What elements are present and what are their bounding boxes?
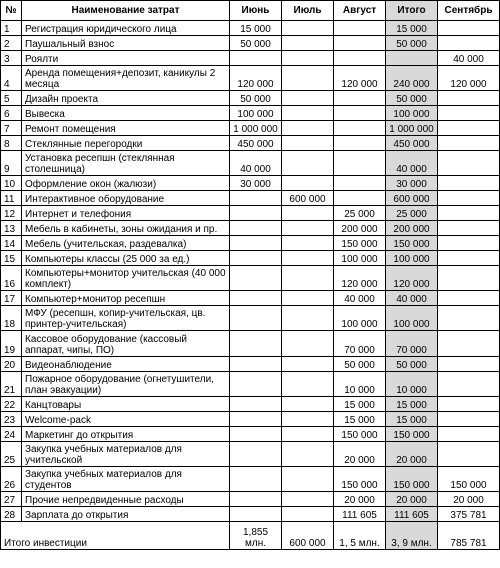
row-september bbox=[438, 266, 500, 291]
row-number: 6 bbox=[1, 106, 22, 121]
row-july bbox=[282, 331, 334, 357]
table-row bbox=[1, 66, 500, 91]
table-row bbox=[1, 121, 500, 136]
row-june bbox=[230, 221, 282, 236]
table-row bbox=[1, 191, 500, 206]
row-august: 100 000 bbox=[334, 306, 386, 331]
row-name: Зарплата до открытия bbox=[22, 507, 230, 522]
row-june bbox=[230, 291, 282, 306]
table-row bbox=[1, 236, 500, 251]
row-total: 150 000 bbox=[386, 427, 438, 442]
row-august: 200 000 bbox=[334, 221, 386, 236]
row-name: МФУ (ресепшн, копир-учительская, цв. принтер-учительская) bbox=[22, 306, 230, 331]
row-august: 70 000 bbox=[334, 331, 386, 357]
row-june bbox=[230, 251, 282, 266]
table-row bbox=[1, 51, 500, 66]
row-august: 25 000 bbox=[334, 206, 386, 221]
table-row bbox=[1, 36, 500, 51]
row-september: 120 000 bbox=[438, 66, 500, 91]
row-number: 13 bbox=[1, 221, 22, 236]
row-july bbox=[282, 427, 334, 442]
table-row bbox=[1, 397, 500, 412]
row-july bbox=[282, 442, 334, 467]
row-september bbox=[438, 251, 500, 266]
row-name: Канцтовары bbox=[22, 397, 230, 412]
row-total: 15 000 bbox=[386, 21, 438, 36]
row-name: Роялти bbox=[22, 51, 230, 66]
row-june bbox=[230, 357, 282, 372]
row-september: 20 000 bbox=[438, 492, 500, 507]
row-number: 22 bbox=[1, 397, 22, 412]
row-august: 100 000 bbox=[334, 251, 386, 266]
col-header-name: Наименование затрат bbox=[22, 1, 230, 21]
row-july bbox=[282, 306, 334, 331]
row-june bbox=[230, 191, 282, 206]
row-june bbox=[230, 266, 282, 291]
table-row bbox=[1, 221, 500, 236]
row-total: 40 000 bbox=[386, 151, 438, 176]
row-august: 15 000 bbox=[334, 412, 386, 427]
total-total: 3, 9 млн. bbox=[386, 522, 438, 550]
row-number: 15 bbox=[1, 251, 22, 266]
row-total: 70 000 bbox=[386, 331, 438, 357]
row-name: Welcome-pack bbox=[22, 412, 230, 427]
row-number: 20 bbox=[1, 357, 22, 372]
row-june: 450 000 bbox=[230, 136, 282, 151]
row-september bbox=[438, 372, 500, 397]
row-name: Мебель в кабинеты, зоны ожидания и пр. bbox=[22, 221, 230, 236]
row-july bbox=[282, 507, 334, 522]
row-july bbox=[282, 66, 334, 91]
row-july bbox=[282, 492, 334, 507]
row-number: 23 bbox=[1, 412, 22, 427]
row-july bbox=[282, 397, 334, 412]
row-total: 10 000 bbox=[386, 372, 438, 397]
row-number: 16 bbox=[1, 266, 22, 291]
row-june: 40 000 bbox=[230, 151, 282, 176]
row-july bbox=[282, 221, 334, 236]
row-september bbox=[438, 442, 500, 467]
row-june: 120 000 bbox=[230, 66, 282, 91]
row-august: 20 000 bbox=[334, 492, 386, 507]
row-total: 50 000 bbox=[386, 91, 438, 106]
row-july bbox=[282, 412, 334, 427]
row-name: Компьютеры+монитор учительская (40 000 комплект) bbox=[22, 266, 230, 291]
table-row bbox=[1, 251, 500, 266]
col-header-september: Сентябрь bbox=[438, 1, 500, 21]
row-number: 4 bbox=[1, 66, 22, 91]
row-august: 150 000 bbox=[334, 467, 386, 492]
row-august: 20 000 bbox=[334, 442, 386, 467]
row-september bbox=[438, 36, 500, 51]
row-total: 150 000 bbox=[386, 467, 438, 492]
col-header-total: Итого bbox=[386, 1, 438, 21]
row-name: Видеонаблюдение bbox=[22, 357, 230, 372]
row-number: 5 bbox=[1, 91, 22, 106]
row-name: Мебель (учительская, раздевалка) bbox=[22, 236, 230, 251]
row-june bbox=[230, 492, 282, 507]
row-august: 50 000 bbox=[334, 357, 386, 372]
row-july bbox=[282, 121, 334, 136]
row-july bbox=[282, 91, 334, 106]
row-total: 1 000 000 bbox=[386, 121, 438, 136]
row-july bbox=[282, 372, 334, 397]
row-september bbox=[438, 206, 500, 221]
row-september bbox=[438, 91, 500, 106]
total-august: 1, 5 млн. bbox=[334, 522, 386, 550]
row-july bbox=[282, 206, 334, 221]
row-name: Оформление окон (жалюзи) bbox=[22, 176, 230, 191]
table-row bbox=[1, 412, 500, 427]
row-june: 30 000 bbox=[230, 176, 282, 191]
total-label: Итого инвестиции bbox=[1, 522, 230, 550]
row-number: 2 bbox=[1, 36, 22, 51]
row-total: 450 000 bbox=[386, 136, 438, 151]
row-june bbox=[230, 372, 282, 397]
row-august bbox=[334, 151, 386, 176]
row-july bbox=[282, 236, 334, 251]
row-total: 20 000 bbox=[386, 442, 438, 467]
table-row bbox=[1, 357, 500, 372]
row-august: 40 000 bbox=[334, 291, 386, 306]
row-number: 3 bbox=[1, 51, 22, 66]
row-july bbox=[282, 36, 334, 51]
row-name: Паушальный взнос bbox=[22, 36, 230, 51]
row-september: 375 781 bbox=[438, 507, 500, 522]
row-august bbox=[334, 121, 386, 136]
row-total: 111 605 bbox=[386, 507, 438, 522]
row-number: 11 bbox=[1, 191, 22, 206]
row-total: 600 000 bbox=[386, 191, 438, 206]
col-header-august: Август bbox=[334, 1, 386, 21]
row-name: Интерактивное оборудование bbox=[22, 191, 230, 206]
row-name: Закупка учебных материалов для учительской bbox=[22, 442, 230, 467]
row-name: Кассовое оборудование (кассовый аппарат, чипы, ПО) bbox=[22, 331, 230, 357]
row-august bbox=[334, 191, 386, 206]
row-total: 150 000 bbox=[386, 236, 438, 251]
row-september bbox=[438, 291, 500, 306]
row-august: 10 000 bbox=[334, 372, 386, 397]
row-name: Интернет и телефония bbox=[22, 206, 230, 221]
row-august: 120 000 bbox=[334, 66, 386, 91]
row-number: 26 bbox=[1, 467, 22, 492]
row-total: 50 000 bbox=[386, 36, 438, 51]
row-number: 18 bbox=[1, 306, 22, 331]
row-july bbox=[282, 291, 334, 306]
row-total: 50 000 bbox=[386, 357, 438, 372]
row-total: 120 000 bbox=[386, 266, 438, 291]
row-june bbox=[230, 467, 282, 492]
row-september bbox=[438, 427, 500, 442]
row-name: Регистрация юридического лица bbox=[22, 21, 230, 36]
row-june bbox=[230, 51, 282, 66]
table-row bbox=[1, 492, 500, 507]
row-number: 10 bbox=[1, 176, 22, 191]
row-number: 1 bbox=[1, 21, 22, 36]
row-name: Компьютеры классы (25 000 за ед.) bbox=[22, 251, 230, 266]
row-name: Пожарное оборудование (огнетушители, план эвакуации) bbox=[22, 372, 230, 397]
table-row bbox=[1, 291, 500, 306]
row-name: Аренда помещения+депозит, каникулы 2 месяца bbox=[22, 66, 230, 91]
row-august bbox=[334, 106, 386, 121]
row-august bbox=[334, 21, 386, 36]
row-number: 28 bbox=[1, 507, 22, 522]
row-july bbox=[282, 266, 334, 291]
row-august bbox=[334, 91, 386, 106]
row-total: 15 000 bbox=[386, 412, 438, 427]
row-august: 111 605 bbox=[334, 507, 386, 522]
row-september bbox=[438, 357, 500, 372]
row-september bbox=[438, 136, 500, 151]
row-number: 17 bbox=[1, 291, 22, 306]
row-name: Ремонт помещения bbox=[22, 121, 230, 136]
row-july bbox=[282, 51, 334, 66]
row-august: 15 000 bbox=[334, 397, 386, 412]
total-july: 600 000 bbox=[282, 522, 334, 550]
row-june bbox=[230, 427, 282, 442]
total-row bbox=[1, 522, 500, 550]
row-june bbox=[230, 206, 282, 221]
table-row bbox=[1, 467, 500, 492]
col-header-july: Июль bbox=[282, 1, 334, 21]
row-september bbox=[438, 106, 500, 121]
row-august: 150 000 bbox=[334, 427, 386, 442]
row-june: 50 000 bbox=[230, 91, 282, 106]
row-august bbox=[334, 136, 386, 151]
col-header-june: Июнь bbox=[230, 1, 282, 21]
row-september: 150 000 bbox=[438, 467, 500, 492]
row-number: 25 bbox=[1, 442, 22, 467]
row-july bbox=[282, 176, 334, 191]
row-total: 20 000 bbox=[386, 492, 438, 507]
row-september bbox=[438, 151, 500, 176]
table-row bbox=[1, 206, 500, 221]
row-name: Дизайн проекта bbox=[22, 91, 230, 106]
row-june: 50 000 bbox=[230, 36, 282, 51]
row-june: 15 000 bbox=[230, 21, 282, 36]
row-august: 150 000 bbox=[334, 236, 386, 251]
row-july bbox=[282, 106, 334, 121]
row-total: 100 000 bbox=[386, 306, 438, 331]
row-total bbox=[386, 51, 438, 66]
row-total: 40 000 bbox=[386, 291, 438, 306]
row-july bbox=[282, 357, 334, 372]
row-name: Вывеска bbox=[22, 106, 230, 121]
table-row bbox=[1, 306, 500, 331]
row-number: 24 bbox=[1, 427, 22, 442]
row-july bbox=[282, 21, 334, 36]
row-total: 15 000 bbox=[386, 397, 438, 412]
row-total: 30 000 bbox=[386, 176, 438, 191]
row-july bbox=[282, 151, 334, 176]
row-september bbox=[438, 412, 500, 427]
row-number: 27 bbox=[1, 492, 22, 507]
row-total: 200 000 bbox=[386, 221, 438, 236]
row-july bbox=[282, 251, 334, 266]
row-june: 100 000 bbox=[230, 106, 282, 121]
row-name: Прочие непредвиденные расходы bbox=[22, 492, 230, 507]
row-july bbox=[282, 467, 334, 492]
row-june bbox=[230, 397, 282, 412]
table-row bbox=[1, 442, 500, 467]
row-name: Стеклянные перегородки bbox=[22, 136, 230, 151]
row-june bbox=[230, 306, 282, 331]
row-september: 40 000 bbox=[438, 51, 500, 66]
table-row bbox=[1, 176, 500, 191]
row-august bbox=[334, 36, 386, 51]
row-june bbox=[230, 331, 282, 357]
row-june bbox=[230, 442, 282, 467]
row-august: 120 000 bbox=[334, 266, 386, 291]
table-row bbox=[1, 427, 500, 442]
row-number: 7 bbox=[1, 121, 22, 136]
row-number: 19 bbox=[1, 331, 22, 357]
total-september: 785 781 bbox=[438, 522, 500, 550]
table-row bbox=[1, 266, 500, 291]
row-september bbox=[438, 221, 500, 236]
table-row bbox=[1, 136, 500, 151]
table-row bbox=[1, 331, 500, 357]
row-september bbox=[438, 176, 500, 191]
row-august bbox=[334, 176, 386, 191]
row-number: 21 bbox=[1, 372, 22, 397]
row-number: 8 bbox=[1, 136, 22, 151]
row-june bbox=[230, 507, 282, 522]
table-row bbox=[1, 91, 500, 106]
row-september bbox=[438, 21, 500, 36]
total-june: 1,855 млн. bbox=[230, 522, 282, 550]
row-total: 25 000 bbox=[386, 206, 438, 221]
row-name: Установка ресепшн (стеклянная столешница) bbox=[22, 151, 230, 176]
table-row bbox=[1, 507, 500, 522]
row-name: Маркетинг до открытия bbox=[22, 427, 230, 442]
row-september bbox=[438, 236, 500, 251]
row-july: 600 000 bbox=[282, 191, 334, 206]
col-header-number: № bbox=[1, 1, 22, 21]
row-june bbox=[230, 236, 282, 251]
row-september bbox=[438, 191, 500, 206]
row-september bbox=[438, 121, 500, 136]
row-number: 14 bbox=[1, 236, 22, 251]
table-row bbox=[1, 151, 500, 176]
table-row bbox=[1, 372, 500, 397]
row-number: 9 bbox=[1, 151, 22, 176]
row-september bbox=[438, 397, 500, 412]
row-july bbox=[282, 136, 334, 151]
row-number: 12 bbox=[1, 206, 22, 221]
row-total: 100 000 bbox=[386, 251, 438, 266]
table-row bbox=[1, 21, 500, 36]
row-name: Компьютер+монитор ресепшн bbox=[22, 291, 230, 306]
row-name: Закупка учебных материалов для студентов bbox=[22, 467, 230, 492]
row-total: 100 000 bbox=[386, 106, 438, 121]
row-august bbox=[334, 51, 386, 66]
row-june: 1 000 000 bbox=[230, 121, 282, 136]
table-row bbox=[1, 106, 500, 121]
row-june bbox=[230, 412, 282, 427]
header-row bbox=[1, 1, 500, 21]
row-total: 240 000 bbox=[386, 66, 438, 91]
row-september bbox=[438, 306, 500, 331]
row-september bbox=[438, 331, 500, 357]
